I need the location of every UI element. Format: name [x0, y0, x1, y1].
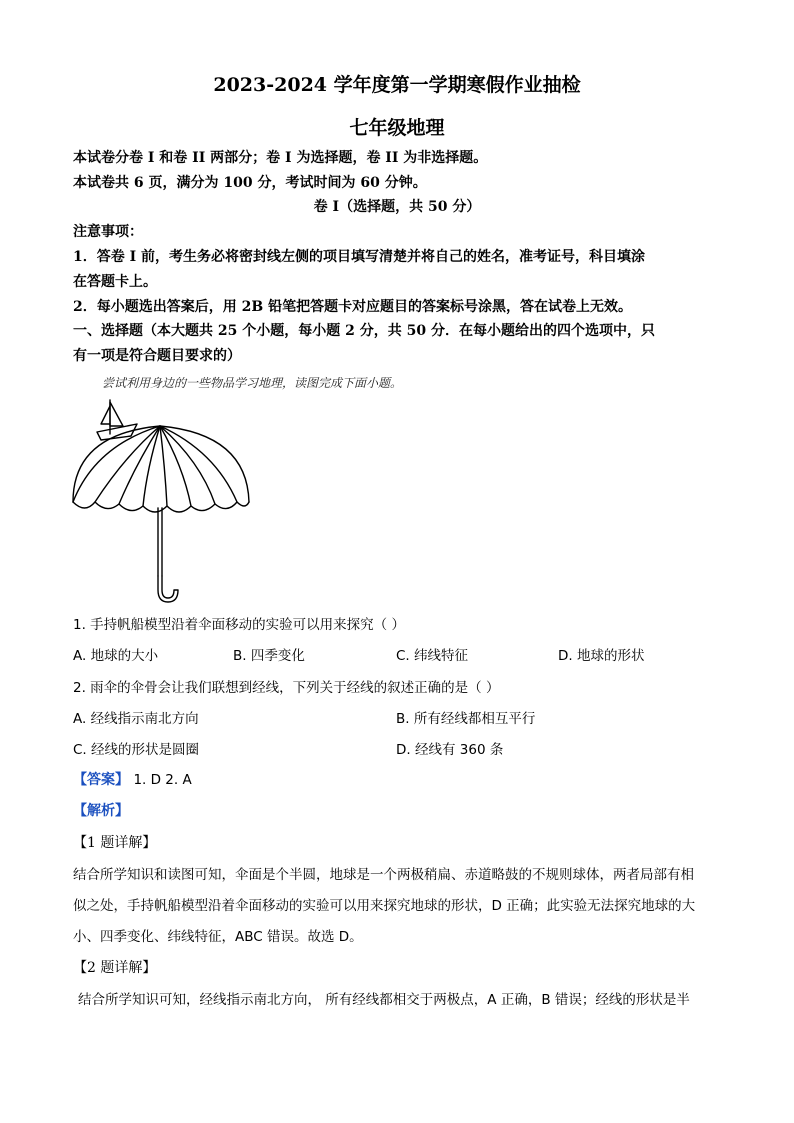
- q2-detail-title: 2 题详解: [87, 960, 143, 976]
- figure-caption: 尝试利用身边的一些物品学习地理，读图完成下面小题。: [102, 376, 403, 390]
- question-1-stem: 1. 手持帆船模型沿着伞面移动的实验可以用来探究（ ）: [73, 617, 405, 633]
- answer-label: 答案: [87, 772, 115, 788]
- notice-1-cont: 在答题卡上。: [73, 274, 157, 290]
- page-subtitle: 七年级地理: [349, 117, 445, 139]
- q2-detail-line-1: 结合所学知识可知，经线指示南北方向， 所有经线都相交于两极点，A 正确，B 错误；经线的形状是半: [78, 992, 690, 1008]
- q1-detail-line-2: 似之处，手持帆船模型沿着伞面移动的实验可以用来探究地球的形状，D 正确；此实验无法探究地球的大: [73, 898, 696, 914]
- q1-detail-line-1: 结合所学知识和读图可知，伞面是个半圆，地球是一个两极稍扁、赤道略鼓的不规则球体，两者局部有相: [73, 867, 694, 883]
- notice-1: 1．答卷 I 前，考生务必将密封线左侧的项目填写清楚并将自己的姓名，准考证号，科目填涂: [73, 249, 646, 265]
- q2-detail-heading: 【2 题详解】: [73, 960, 157, 976]
- question-2-stem: 2. 雨伞的伞骨会让我们联想到经线，下列关于经线的叙述正确的是（ ）: [73, 680, 500, 696]
- q2-option-a: A. 经线指示南北方向: [73, 711, 199, 727]
- q1-detail-title: 1 题详解: [87, 835, 143, 851]
- sailboat-icon: [97, 400, 137, 440]
- notice-2: 2．每小题选出答案后，用 2B 铅笔把答题卡对应题目的答案标号涂黑，答在试卷上无效。: [73, 299, 633, 315]
- analysis-label: 解析: [87, 803, 115, 819]
- umbrella-illustration: [65, 396, 265, 606]
- q1-option-b: B. 四季变化: [233, 648, 305, 664]
- section-heading-cont: 有一项是符合题目要求的）: [73, 348, 241, 364]
- section-heading: 一、选择题（本大题共 25 个小题，每小题 2 分，共 50 分．在每小题给出的四个选项中，只: [73, 323, 655, 339]
- analysis-row: 【解析】: [73, 803, 129, 819]
- q1-detail-line-3: 小、四季变化、纬线特征，ABC 错误。故选 D。: [73, 929, 363, 945]
- notice-title: 注意事项：: [73, 224, 143, 240]
- answer-row: 【答案】 1. D 2. A: [73, 772, 192, 788]
- q2-option-c: C. 经线的形状是圆圈: [73, 742, 200, 758]
- volume-heading: 卷 I（选择题，共 50 分）: [313, 199, 481, 215]
- intro-line-1: 本试卷分卷 I 和卷 II 两部分；卷 I 为选择题，卷 II 为非选择题。: [73, 150, 488, 166]
- q2-option-d: D. 经线有 360 条: [396, 742, 504, 758]
- q1-option-a: A. 地球的大小: [73, 648, 159, 664]
- q1-option-c: C. 纬线特征: [396, 648, 469, 664]
- page-title: 2023-2024 学年度第一学期寒假作业抽检: [213, 74, 581, 96]
- q2-option-b: B. 所有经线都相互平行: [396, 711, 536, 727]
- q1-detail-heading: 【1 题详解】: [73, 835, 157, 851]
- intro-line-2: 本试卷共 6 页，满分为 100 分，考试时间为 60 分钟。: [73, 175, 427, 191]
- answer-text: 1. D 2. A: [133, 772, 192, 788]
- q1-option-d: D. 地球的形状: [558, 648, 645, 664]
